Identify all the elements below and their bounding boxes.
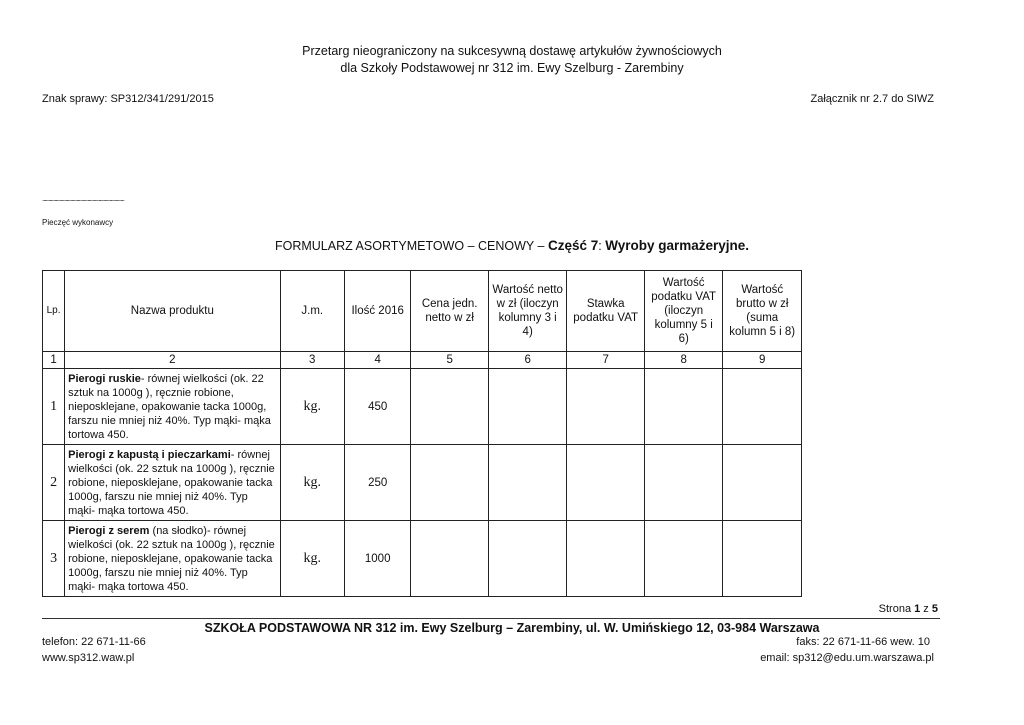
page-number-sep: z (920, 603, 932, 615)
table-row (43, 445, 802, 521)
header-gross-value: Wartość brutto w zł (suma kolumn 5 i 8) (723, 271, 802, 352)
row-lp: 1 (43, 369, 65, 445)
header-name: Nazwa produktu (65, 271, 280, 352)
column-number-row (43, 352, 802, 369)
col-num-8: 8 (644, 352, 723, 369)
col-num-6: 6 (488, 352, 567, 369)
row-net-value-cell[interactable] (488, 521, 567, 597)
row-unit-price-cell[interactable] (411, 369, 489, 445)
row-product (65, 521, 280, 597)
row-gross-value-cell[interactable] (723, 521, 802, 597)
footer-fax: faks: 22 671-11-66 wew. 10 (796, 636, 930, 648)
product-description: (na słodko)- równej wielkości (ok. 22 sztuk na 1000g ), ręcznie robione, nieposklejane, opakowanie tacka 1000g, farszu nie mniej niż 40%. Typ mąki- mąka tortowa 450. (68, 524, 275, 593)
assortment-table (42, 270, 802, 597)
row-gross-value-cell[interactable] (723, 445, 802, 521)
row-vat-rate-cell[interactable] (567, 521, 645, 597)
form-title-colon: : (598, 239, 606, 253)
header-vat-rate: Stawka podatku VAT (567, 271, 645, 352)
row-vat-value-cell[interactable] (644, 445, 723, 521)
row-unit: kg. (280, 369, 344, 445)
col-num-5: 5 (411, 352, 489, 369)
form-title-subject: Wyroby garmażeryjne. (605, 238, 750, 253)
header-unit-price: Cena jedn. netto w zł (411, 271, 489, 352)
header-net-value: Wartość netto w zł (iloczyn kolumny 3 i 4) (488, 271, 567, 352)
footer-email[interactable]: email: sp312@edu.um.warszawa.pl (760, 652, 934, 664)
row-vat-value-cell[interactable] (644, 369, 723, 445)
product-description: - równej wielkości (ok. 22 sztuk na 1000g ), ręcznie robione, nieposklejane, opakowanie tacka 1000g, farszu nie mniej niż 40%. Typ mąki- mąka tortowa 450. (68, 448, 275, 517)
page-number-total: 5 (931, 603, 938, 615)
row-unit-price-cell[interactable] (411, 521, 489, 597)
row-net-value-cell[interactable] (488, 369, 567, 445)
row-unit-price-cell[interactable] (411, 445, 489, 521)
row-vat-rate-cell[interactable] (567, 445, 645, 521)
header-qty: Ilość 2016 (344, 271, 410, 352)
stamp-dots: ................................................................... (42, 194, 124, 203)
row-lp: 3 (43, 521, 65, 597)
table-header-row (43, 271, 802, 352)
header-line-1: Przetarg nieograniczony na sukcesywną dostawę artykułów żywnościowych (302, 44, 722, 58)
row-vat-value-cell[interactable] (644, 521, 723, 597)
product-name: Pierogi z kapustą i pieczarkami (68, 448, 231, 461)
col-num-1: 1 (43, 352, 65, 369)
row-lp: 2 (43, 445, 65, 521)
col-num-2: 2 (65, 352, 280, 369)
row-qty: 1000 (344, 521, 410, 597)
form-title-part: Część 7 (547, 238, 599, 253)
row-gross-value-cell[interactable] (723, 369, 802, 445)
row-qty: 450 (344, 369, 410, 445)
col-num-3: 3 (280, 352, 344, 369)
page-number-current: 1 (914, 603, 921, 615)
row-unit: kg. (280, 445, 344, 521)
col-num-4: 4 (344, 352, 410, 369)
footer-school: SZKOŁA PODSTAWOWA NR 312 im. Ewy Szelburg – Zarembiny, ul. W. Umińskiego 12, 03-984 Warszawa (204, 621, 820, 635)
stamp-label: Pieczęć wykonawcy (42, 218, 114, 227)
row-vat-rate-cell[interactable] (567, 369, 645, 445)
table-row (43, 369, 802, 445)
page-number (879, 603, 938, 615)
footer-phone: telefon: 22 671-11-66 (42, 636, 146, 648)
row-unit: kg. (280, 521, 344, 597)
footer-www[interactable]: www.sp312.waw.pl (42, 652, 135, 664)
header-line-2: dla Szkoły Podstawowej nr 312 im. Ewy Szelburg - Zarembiny (340, 61, 684, 75)
form-title-prefix: FORMULARZ ASORTYMETOWO – CENOWY – (274, 239, 548, 253)
row-product (65, 369, 280, 445)
row-net-value-cell[interactable] (488, 445, 567, 521)
product-description: - równej wielkości (ok. 22 sztuk na 1000g ), ręcznie robione, nieposklejane, opakowanie tacka 1000g, farszu nie mniej niż 40%. Typ mąki- mąka tortowa 450. (68, 372, 271, 441)
row-product (65, 445, 280, 521)
col-num-9: 9 (723, 352, 802, 369)
footer-divider (42, 618, 940, 619)
header-unit: J.m. (280, 271, 344, 352)
form-title (0, 238, 1024, 253)
page-number-prefix: Strona (878, 603, 915, 615)
header-vat-value: Wartość podatku VAT (iloczyn kolumny 5 i 6) (644, 271, 723, 352)
annex-label: Załącznik nr 2.7 do SIWZ (810, 93, 934, 105)
row-qty: 250 (344, 445, 410, 521)
product-name: Pierogi z serem (68, 524, 150, 537)
product-name: Pierogi ruskie (68, 372, 141, 385)
case-number: Znak sprawy: SP312/341/291/2015 (42, 93, 214, 105)
header-lp: Lp. (43, 271, 65, 352)
col-num-7: 7 (567, 352, 645, 369)
table-row (43, 521, 802, 597)
